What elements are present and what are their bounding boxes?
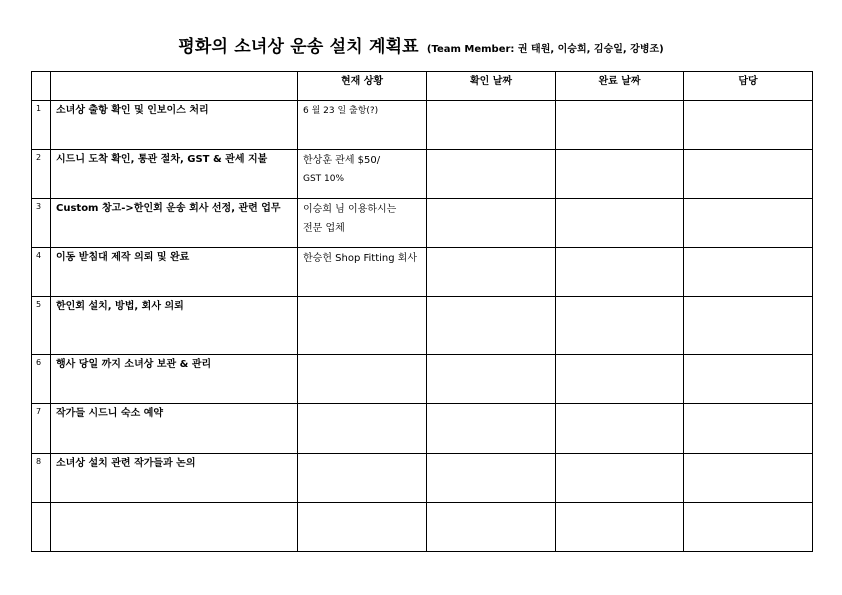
status-cell xyxy=(298,199,427,248)
status-cell xyxy=(298,248,427,297)
status-line: 이승희 님 이용하시는 xyxy=(303,204,397,215)
row-number: 5 xyxy=(32,297,51,355)
complete-date-cell xyxy=(556,454,684,503)
task-cell: 작가들 시드니 숙소 예약 xyxy=(51,404,298,454)
confirm-date-cell xyxy=(427,248,556,297)
complete-date-cell xyxy=(556,199,684,248)
row-number: 1 xyxy=(32,101,51,150)
confirm-date-cell xyxy=(427,101,556,150)
table-row xyxy=(32,248,813,297)
complete-date-cell xyxy=(556,297,684,355)
task-cell: 소녀상 설치 관련 작가들과 논의 xyxy=(51,454,298,503)
team-members: (Team Member: 권 태원, 이승희, 김승일, 강병조) xyxy=(426,44,664,55)
header-complete-date: 완료 날짜 xyxy=(556,72,684,101)
row-number xyxy=(32,503,51,552)
status-line: 전문 업체 xyxy=(303,223,345,234)
header-num xyxy=(32,72,51,101)
confirm-date-cell xyxy=(427,404,556,454)
confirm-date-cell xyxy=(427,454,556,503)
header-confirm-date: 확인 날짜 xyxy=(427,72,556,101)
status-line: 6 월 23 일 출항(?) xyxy=(303,106,379,116)
status-cell xyxy=(298,454,427,503)
confirm-date-cell xyxy=(427,503,556,552)
table-row xyxy=(32,503,813,552)
confirm-date-cell xyxy=(427,297,556,355)
owner-cell xyxy=(684,101,813,150)
table-row xyxy=(32,355,813,404)
status-line: 한승헌 Shop Fitting 회사 xyxy=(303,253,418,264)
table-row xyxy=(32,454,813,503)
owner-cell xyxy=(684,404,813,454)
table-row xyxy=(32,297,813,355)
confirm-date-cell xyxy=(427,199,556,248)
complete-date-cell xyxy=(556,101,684,150)
owner-cell xyxy=(684,150,813,199)
status-line: GST 10% xyxy=(303,174,345,184)
header-row xyxy=(32,72,813,101)
header-status: 현재 상황 xyxy=(298,72,427,101)
complete-date-cell xyxy=(556,404,684,454)
owner-cell xyxy=(684,199,813,248)
status-cell xyxy=(298,355,427,404)
row-number: 6 xyxy=(32,355,51,404)
plan-table xyxy=(31,71,813,552)
complete-date-cell xyxy=(556,355,684,404)
status-line: 한상훈 관세 $50/ xyxy=(303,155,381,166)
task-cell: Custom 창고->한인회 운송 회사 선정, 관련 업무 xyxy=(51,199,298,248)
row-number: 4 xyxy=(32,248,51,297)
status-cell xyxy=(298,404,427,454)
table-row xyxy=(32,101,813,150)
row-number: 8 xyxy=(32,454,51,503)
status-cell xyxy=(298,101,427,150)
document-title: 평화의 소녀상 운송 설치 계획표 xyxy=(178,37,419,57)
table-row xyxy=(32,150,813,199)
task-cell: 시드니 도착 확인, 통관 절차, GST & 관세 지불 xyxy=(51,150,298,199)
complete-date-cell xyxy=(556,503,684,552)
row-number: 2 xyxy=(32,150,51,199)
table-row xyxy=(32,404,813,454)
status-cell xyxy=(298,150,427,199)
owner-cell xyxy=(684,297,813,355)
task-cell: 소녀상 출항 확인 및 인보이스 처리 xyxy=(51,101,298,150)
status-cell xyxy=(298,503,427,552)
page-title xyxy=(0,32,842,57)
header-owner: 담당 xyxy=(684,72,813,101)
row-number: 7 xyxy=(32,404,51,454)
task-cell xyxy=(51,503,298,552)
task-cell: 한인회 설치, 방법, 회사 의뢰 xyxy=(51,297,298,355)
owner-cell xyxy=(684,248,813,297)
task-cell: 행사 당일 까지 소녀상 보관 & 관리 xyxy=(51,355,298,404)
complete-date-cell xyxy=(556,248,684,297)
header-task xyxy=(51,72,298,101)
task-cell: 이동 받침대 제작 의뢰 및 완료 xyxy=(51,248,298,297)
confirm-date-cell xyxy=(427,355,556,404)
owner-cell xyxy=(684,355,813,404)
status-cell xyxy=(298,297,427,355)
owner-cell xyxy=(684,503,813,552)
confirm-date-cell xyxy=(427,150,556,199)
complete-date-cell xyxy=(556,150,684,199)
table-row xyxy=(32,199,813,248)
row-number: 3 xyxy=(32,199,51,248)
owner-cell xyxy=(684,454,813,503)
